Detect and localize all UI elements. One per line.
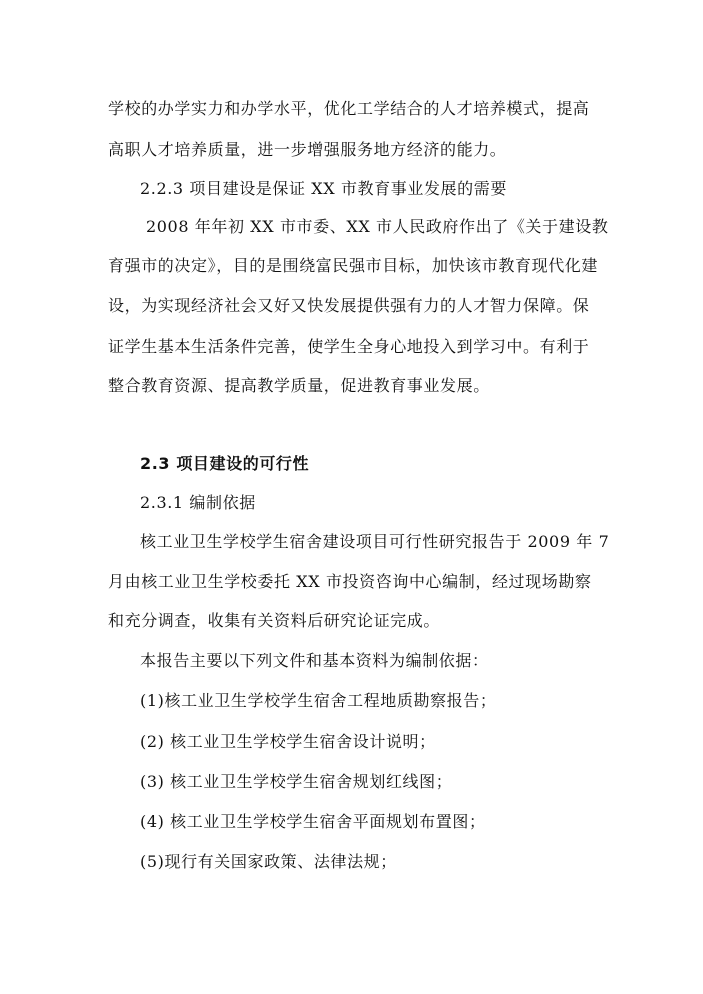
paragraph-line: 月由核工业卫生学校委托 XX 市投资咨询中心编制，经过现场勘察: [108, 572, 592, 591]
paragraph-line: 证学生基本生活条件完善，使学生全身心地投入到学习中。有利于: [108, 337, 590, 356]
list-item: (1)核工业卫生学校学生宿舍工程地质勘察报告；: [140, 691, 497, 710]
paragraph-line: 学校的办学实力和办学水平，优化工学结合的人才培养模式，提高: [108, 99, 590, 118]
paragraph-line: 2008 年年初 XX 市市委、XX 市人民政府作出了《关于建设教: [146, 217, 609, 236]
paragraph-line: 整合教育资源、提高教学质量，促进教育事业发展。: [108, 376, 490, 395]
list-item: (4) 核工业卫生学校学生宿舍平面规划布置图；: [140, 812, 486, 831]
paragraph-line: 核工业卫生学校学生宿舍建设项目可行性研究报告于 2009 年 7: [140, 532, 610, 551]
paragraph-line: 高职人才培养质量，进一步增强服务地方经济的能力。: [108, 140, 507, 159]
list-item: (5)现行有关国家政策、法律法规；: [140, 852, 397, 871]
paragraph-line: 和充分调查，收集有关资料后研究论证完成。: [108, 611, 441, 630]
paragraph-line: 育强市的决定》，目的是围绕富民强市目标，加快该市教育现代化建: [108, 256, 599, 275]
list-item: (2) 核工业卫生学校学生宿舍设计说明；: [140, 732, 436, 751]
paragraph-line: 设，为实现经济社会又好又快发展提供强有力的人才智力保障。保: [108, 296, 590, 315]
section-heading-2-3-1: 2.3.1 编制依据: [140, 493, 256, 512]
section-heading-2-3: 2.3 项目建设的可行性: [140, 454, 310, 473]
paragraph-line: 本报告主要以下列文件和基本资料为编制依据：: [140, 651, 489, 670]
section-heading-2-2-3: 2.2.3 项目建设是保证 XX 市教育事业发展的需要: [140, 179, 507, 198]
list-item: (3) 核工业卫生学校学生宿舍规划红线图；: [140, 772, 453, 791]
